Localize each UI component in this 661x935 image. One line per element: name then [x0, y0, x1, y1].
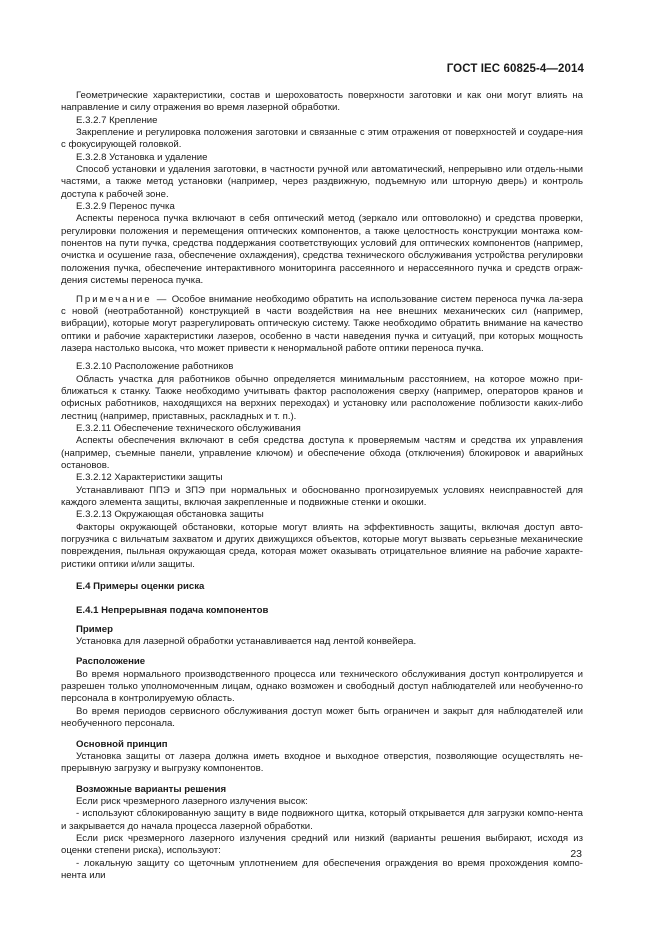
section-heading: E.3.2.10 Расположение работников [76, 361, 234, 373]
paragraph: Во время нормального производственного процесса или технического обслуживания доступ контролируется и разрешен только уполномоченным лицам, однако возможен и свободный доступ наблюдателей или необученно-го персонала в контролируемую область. [61, 668, 583, 705]
note-text: Особое внимание необходимо обратить на использование систем переноса пучка ла-зера с новой (неотработанной) конструкцией в части воздействия на нее внешних механических сил (например, вибрации), которые могут разрегулировать оптическую систему. Также необходимо обратить внимание на качество оптики и рабочие характеристики лазеров, особенно в части наведения пучка и ситуаций, при которых мощность лазера настолько высока, что может привести к ненормальной работе оптики переноса пучка. [61, 293, 583, 354]
section-heading: E.3.2.13 Окружающая обстановка защиты [76, 509, 264, 521]
paragraph: Во время периодов сервисного обслуживания доступ может быть ограничен и закрыт для наблюдателей или необученного персонала. [61, 705, 583, 730]
paragraph: Аспекты переноса пучка включают в себя оптический метод (зеркало или оптоволокно) и средства проверки, регулировки положения и перемещения оптических компонентов, а также целостность конструкции монтажа ком-понентов на пути пучка, средства поддержания соответствующих условий для оптических компонентов (например, очистка и осушение газа, обеспечение охлаждения), средства технического обслуживания устройства регулировки положения пучка, обеспечение интерактивного мониторинга рассеянного и нерассеянного пучка и средств ограж-дения системы переноса пучка. [61, 213, 583, 287]
paragraph: Закрепление и регулировка положения заготовки и связанные с этим отражения от поверхностей и соударе-ния с фокусирующей головкой. [61, 127, 583, 151]
paragraph: Установка защиты от лазера должна иметь входное и выходное отверстия, позволяющие осуществлять не-прерывную загрузку и выгрузку компонентов. [61, 750, 583, 775]
subheading-location: Расположение [76, 656, 146, 668]
note-label: Примечание — [76, 293, 169, 305]
paragraph: Аспекты обеспечения включают в себя средства доступа к проверяемым частям и средства их управления (например, съемные панели, управление ключом) и обеспечение обхода (отключения) блокировок и аварийных остановов. [61, 435, 583, 471]
section-heading: E.3.2.7 Крепление [76, 114, 158, 126]
subheading-example: Пример [76, 623, 113, 635]
list-item: - локальную защиту со щеточным уплотнением для обеспечения ограждения во время прохождения компо-нента или [61, 857, 583, 881]
section-heading: E.3.2.12 Характеристики защиты [76, 472, 223, 484]
paragraph: Если риск чрезмерного лазерного излучения высок: [76, 795, 308, 807]
paragraph: Способ установки и удаления заготовки, в частности ручной или автоматический, непрерывно или отдель-ными частями, а также метод установки (например, через раздвижную, подъемную или шторную дверь) и контроль доступа к рабочей зоне. [61, 164, 583, 200]
section-heading: E.3.2.8 Установка и удаление [76, 151, 208, 163]
section-heading: E.3.2.11 Обеспечение технического обслуживания [76, 422, 301, 434]
subheading-solutions: Возможные варианты решения [76, 783, 227, 795]
paragraph: Область участка для работников обычно определяется минимальным расстоянием, на которое можно при-ближаться к станку. Также необходимо учитывать фактор расположения сверху (например, операторов кранов и офисных работников, находящихся на верхних переходах) и установку или расположение поблизости каких-либо лестниц (например, приставных, раскладных и т. п.). [61, 373, 583, 422]
section-heading-bold: Е.4 Примеры оценки риска [76, 581, 205, 593]
paragraph: Установка для лазерной обработки устанавливается над лентой конвейера. [76, 636, 417, 648]
document-header: ГОСТ IEC 60825-4—2014 [446, 63, 584, 75]
paragraph: Геометрические характеристики, состав и шероховатость поверхности заготовки и как они могут влиять на направление и силу отражения во время лазерной обработки. [61, 90, 583, 114]
section-heading-bold: Е.4.1 Непрерывная подача компонентов [76, 605, 269, 617]
list-item: - используют сблокированную защиту в виде подвижного щитка, который открывается для загрузки компо-нента и закрывается до начала процесса лазерной обработки. [61, 808, 583, 832]
note-paragraph [61, 294, 583, 356]
page-number: 23 [570, 848, 582, 860]
page-body [61, 90, 583, 882]
section-heading: E.3.2.9 Перенос пучка [76, 201, 175, 213]
paragraph: Факторы окружающей обстановки, которые могут влиять на эффективность защиты, включая доступ авто-погрузчика с вильчатым захватом и других движущихся объектов, которые могут вызвать серьезные механические повреждения, пыльная окружающая среда, которая может оказывать отрицательное влияние на рабочие характе-ристики оптики и/или защиты. [61, 521, 583, 570]
paragraph: Устанавливают ППЭ и ЗПЭ при нормальных и обоснованно прогнозируемых условиях неисправностей для каждого элемента защиты, включая закрепленные и подвижные стенки и окошки. [61, 484, 583, 508]
subheading-principle: Основной принцип [76, 738, 168, 750]
paragraph: Если риск чрезмерного лазерного излучения средний или низкий (варианты решения выбирают, исходя из оценки степени риска), используют: [61, 832, 583, 857]
